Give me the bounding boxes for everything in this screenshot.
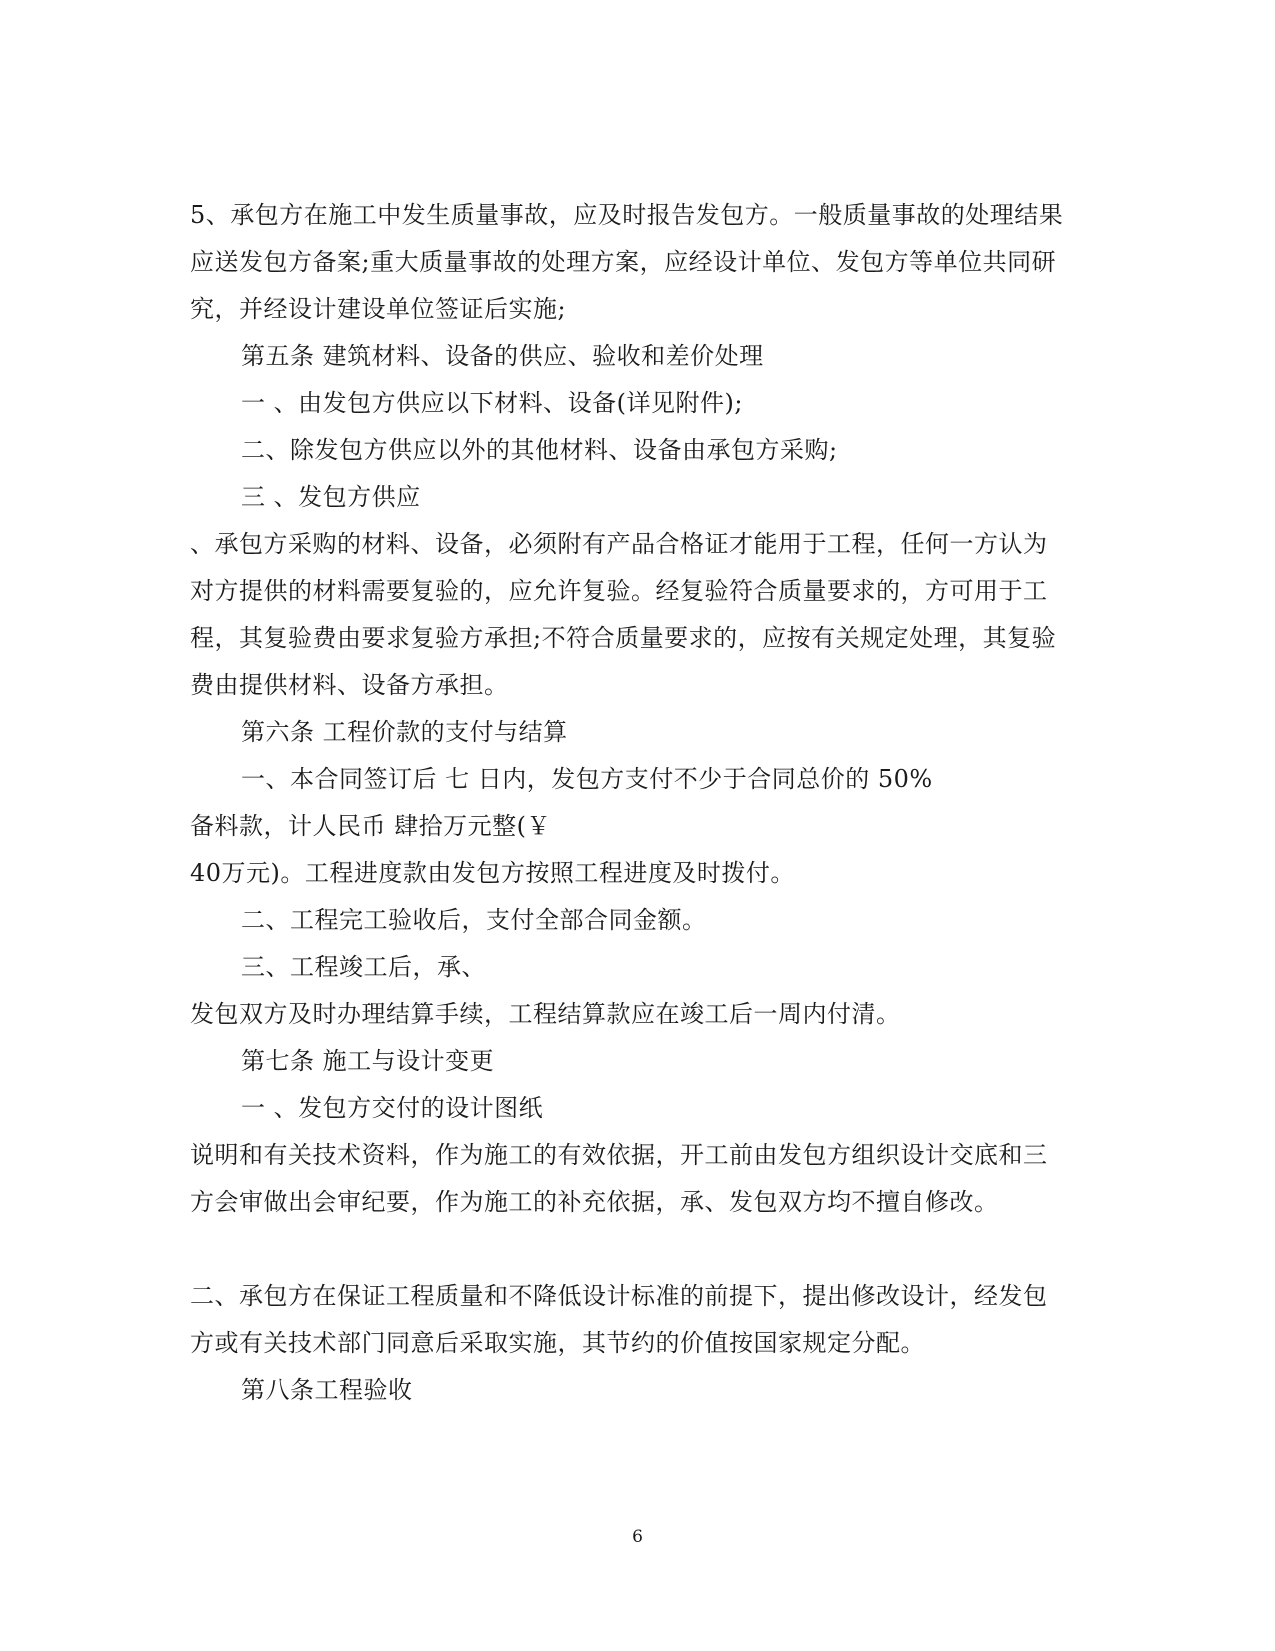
text-line-11: 费由提供材料、设备方承担。 (190, 671, 509, 699)
text-line-24: 方或有关技术部门同意后采取实施，其节约的价值按国家规定分配。 (190, 1329, 925, 1357)
text-line-5: 一 、由发包方供应以下材料、设备(详见附件); (241, 389, 743, 417)
text-line-10: 程，其复验费由要求复验方承担;不符合质量要求的，应按有关规定处理，其复验 (190, 624, 1057, 652)
section-heading-6: 第六条 工程价款的支付与结算 (241, 718, 568, 746)
text-line-22: 方会审做出会审纪要，作为施工的补充依据，承、发包双方均不擅自修改。 (190, 1188, 999, 1216)
text-line-8: 、承包方采购的材料、设备，必须附有产品合格证才能用于工程，任何一方认为 (190, 530, 1048, 558)
text-line-9: 对方提供的材料需要复验的，应允许复验。经复验符合质量要求的，方可用于工 (190, 577, 1048, 605)
text-line-13: 一、本合同签订后 七 日内，发包方支付不少于合同总价的 50% (241, 765, 933, 793)
text-line-21: 说明和有关技术资料，作为施工的有效依据，开工前由发包方组织设计交底和三 (190, 1141, 1048, 1169)
text-line-3: 究，并经设计建设单位签证后实施; (190, 295, 567, 323)
text-line-23: 二、承包方在保证工程质量和不降低设计标准的前提下，提出修改设计，经发包 (190, 1282, 1048, 1310)
text-line-18: 发包双方及时办理结算手续，工程结算款应在竣工后一周内付清。 (190, 1000, 901, 1028)
text-line-16: 二、工程完工验收后，支付全部合同金额。 (241, 906, 707, 934)
text-line-6: 二、除发包方供应以外的其他材料、设备由承包方采购; (241, 436, 838, 464)
text-line-7: 三 、发包方供应 (241, 483, 421, 511)
section-heading-8: 第八条工程验收 (241, 1376, 413, 1404)
text-line-1: 5、承包方在施工中发生质量事故，应及时报告发包方。一般质量事故的处理结果 (190, 201, 1064, 229)
section-heading-5: 第五条 建筑材料、设备的供应、验收和差价处理 (241, 342, 764, 370)
text-line-14: 备料款，计人民币 肆拾万元整(￥ (190, 812, 551, 840)
text-line-17: 三、工程竣工后，承、 (241, 953, 486, 981)
text-line-2: 应送发包方备案;重大质量事故的处理方案，应经设计单位、发包方等单位共同研 (190, 248, 1057, 276)
section-heading-7: 第七条 施工与设计变更 (241, 1047, 495, 1075)
text-line-15: 40万元)。工程进度款由发包方按照工程进度及时拨付。 (190, 859, 795, 887)
page-number: 6 (632, 1527, 643, 1547)
text-line-20: 一 、发包方交付的设计图纸 (241, 1094, 544, 1122)
